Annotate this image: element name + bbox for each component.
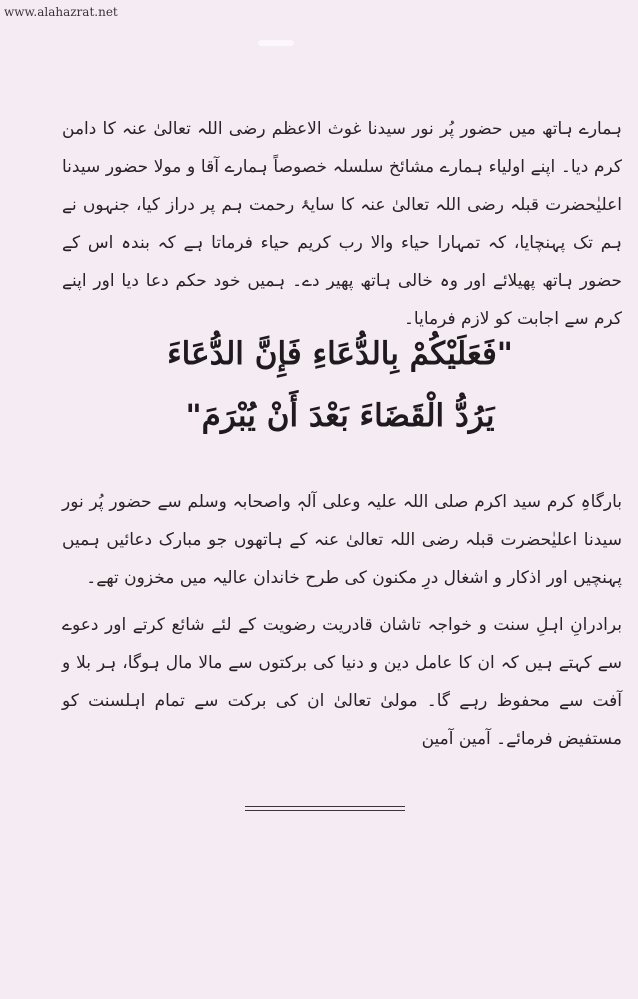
- divider-line-top: [245, 806, 405, 807]
- site-watermark: www.alahazrat.net: [4, 5, 118, 19]
- dua-line-2: يَرُدُّ الْقَضَاءَ بَعْدَ أَنْ يُبْرَمَ": [185, 398, 495, 434]
- divider-line-bottom: [245, 810, 405, 811]
- paragraph-1: ہمارے ہاتھ میں حضور پُر نور سیدنا غوث الاعظم رضی اللہ تعالیٰ عنہ کا دامن کرم دیا۔ اپنے اولیاء ہمارے مشائخ سلسلہ خصوصاً ہمارے آقا و مولا حضور سیدنا اعلیٰحضرت قبلہ رضی اللہ تعالیٰ عنہ کا سایۂ رحمت ہم پر دراز کیا، جنہوں نے ہم تک پہنچایا، کہ تمہارا حیاء والا رب کریم حیاء فرماتا ہے کہ بندہ اس کے حضور ہاتھ پھیلائے اور وہ خالی ہاتھ پھیر دے۔ ہمیں خود حکم دعا دیا اور اپنے کرم سے اجابت کو لازم فرمایا۔: [62, 119, 622, 329]
- paragraph-2: بارگاہِ کرم سید اکرم صلی اللہ علیہ وعلی آلہٖ واصحابہ وسلم سے حضور پُر نور سیدنا اعلیٰحضرت قبلہ رضی اللہ تعالیٰ عنہ کے ہاتھوں جو مبارک دعائیں ہمیں پہنچیں اور اذکار و اشغال درِ مکنون کی طرح خاندان عالیہ میں مخزون تھے۔: [62, 492, 622, 588]
- paragraph-3: برادرانِ اہلِ سنت و خواجہ تاشان قادریت رضویت کے لئے شائع کرتے اور دعوے سے کہتے ہیں کہ ان کا عامل دین و دنیا کی برکتوں سے مالا مال ہوگا، ہر بلا و آفت سے محفوظ رہے گا۔ مولیٰ تعالیٰ ان کی برکت سے تمام اہلسنت کو مستفیض فرمائے۔ آمین آمین: [62, 615, 622, 749]
- page-fold-mark: [258, 40, 294, 46]
- dua-line-1: "فَعَلَيْكُمْ بِالدُّعَاءِ فَإِنَّ الدُّعَاءَ: [167, 336, 513, 372]
